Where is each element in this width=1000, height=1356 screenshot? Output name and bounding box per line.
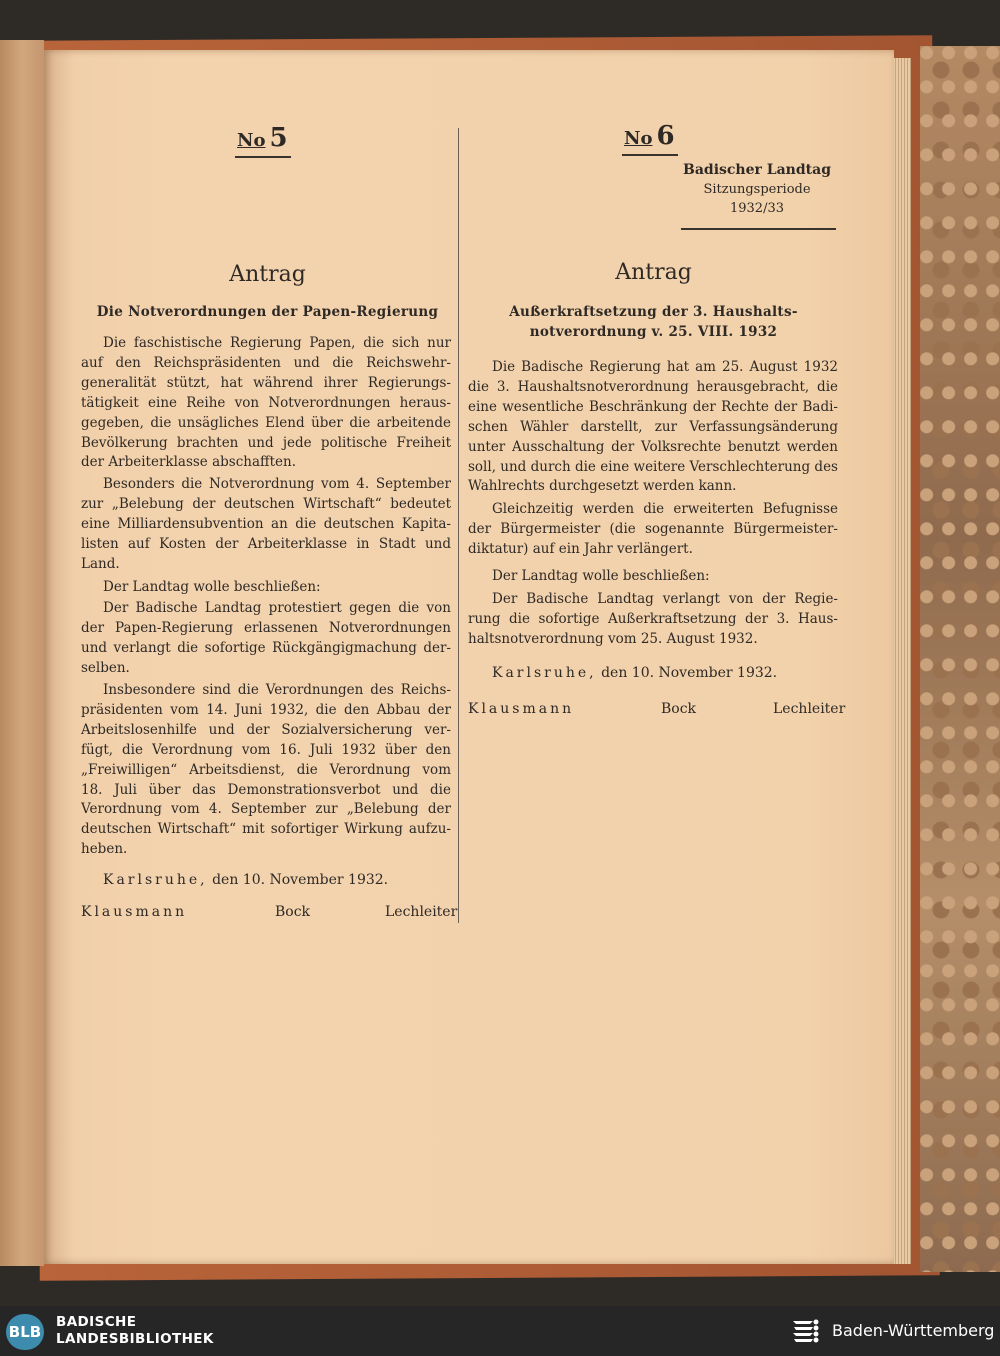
text-line: selben.: [81, 659, 130, 676]
number-underline: [622, 154, 678, 156]
resolution-intro: [103, 578, 451, 598]
baden-wuerttemberg-lions-icon: [790, 1315, 822, 1347]
text-line: heben.: [81, 841, 128, 858]
text-line: tätigkeit eine Reihe von Notverordnungen heraus-: [81, 394, 451, 411]
chamber-session: Sitzungsperiode: [703, 182, 811, 197]
text-line: unter Ausschaltung der Volksrechte benutzt werden: [468, 438, 838, 455]
text-line: Verordnung vom 4. September zur „Belebung der: [81, 801, 451, 818]
text-line: Der Landtag wolle beschließen:: [103, 579, 321, 595]
text-line: und verlangt die sofortige Rückgängigmachung der-: [81, 639, 451, 656]
document-page: [44, 50, 894, 1264]
text-line: eine wesentliche Beschränkung der Rechte der Badi-: [468, 398, 838, 415]
motion-subheading: Die Notverordnungen der Papen-Regierung: [96, 304, 439, 320]
text-line: Land.: [81, 555, 120, 572]
motion-heading: Antrag: [229, 262, 306, 287]
motion-paragraph: [81, 599, 451, 679]
motion-heading: Antrag: [615, 260, 692, 285]
text-line: „Freiwilligen“ Arbeitsdienst, die Verordnung vom: [81, 761, 451, 778]
chamber-stamp: [677, 160, 837, 218]
blb-wordmark[interactable]: [56, 1314, 214, 1348]
text-line: fügt, die Verordnung vom 16. Juli 1932 über den: [81, 741, 451, 758]
motion-number: No 5: [237, 123, 288, 153]
motion-paragraph: [468, 358, 838, 497]
motion-subheading: [468, 302, 839, 342]
text-line: diktatur) auf ein Jahr verlängert.: [468, 540, 693, 557]
motion-paragraph: [468, 590, 838, 650]
motion-paragraph: [81, 334, 451, 473]
text-line: auf den Reichspräsidenten und die Reichswehr-: [81, 354, 451, 371]
motion-number: No 6: [624, 121, 675, 151]
text-line: Der Badische Landtag verlangt von der Regie-: [492, 591, 838, 607]
text-line: Der Landtag wolle beschließen:: [492, 568, 710, 584]
text-line: generalität stützt, hat während ihrer Regierungs-: [81, 374, 451, 391]
signatory: Bock: [661, 701, 697, 717]
text-line: 18. Juli über das Demonstrationsverbot und die: [81, 781, 451, 798]
text-line: eine Milliardensubvention an die deutschen Kapita-: [81, 515, 451, 532]
place-date: Karlsruhe, den 10. November 1932.: [492, 665, 778, 681]
text-line: listen auf Kosten der Arbeiterklasse in Stadt und: [81, 535, 451, 552]
text-line: Gleichzeitig werden die erweiterten Befugnisse: [492, 501, 838, 517]
text-line: deutschen Wirtschaft“ mit sofortiger Wirkung aufzu-: [81, 821, 451, 838]
previous-page-edge: [0, 40, 44, 1266]
chamber-rule: [681, 228, 836, 230]
column-divider: [458, 128, 459, 923]
text-line: Die Badische Regierung hat am 25. August 1932: [492, 359, 838, 375]
chamber-name: Badischer Landtag: [683, 162, 831, 178]
text-line: der Arbeiterklasse abschafften.: [81, 454, 296, 471]
text-line: rung die sofortige Außerkraftsetzung der 3. Haus-: [468, 610, 838, 627]
blb-logo[interactable]: BLB: [6, 1314, 44, 1350]
text-line: präsidenten vom 14. Juni 1932, die den Abbau der: [81, 701, 451, 718]
marbled-board: [920, 46, 1000, 1272]
text-line: der Bürgermeister (die sogenannte Bürgermeister-: [468, 520, 838, 537]
text-line: Die faschistische Regierung Papen, die sich nur: [103, 335, 451, 351]
text-line: die 3. Haushaltsnotverordnung herausgebracht, die: [468, 378, 838, 395]
resolution-intro: [492, 567, 838, 587]
chamber-years: 1932/33: [729, 201, 784, 216]
motion-paragraph: [81, 681, 451, 860]
signatory: Lechleiter: [773, 701, 846, 717]
text-line: zur „Belebung der deutschen Wirtschaft“ bedeutet: [81, 495, 451, 512]
text-line: gegeben, die unsägliches Elend über die arbeitende: [81, 414, 451, 431]
signatory: Bock: [275, 904, 311, 920]
bw-wordmark[interactable]: Baden-Württemberg: [832, 1321, 995, 1340]
signatory: Klausmann: [81, 904, 188, 920]
text-line: schen Wähler darstellt, zur Verfassungsänderung: [468, 418, 838, 435]
motion-paragraph: [81, 475, 451, 575]
text-line: Wahlrechts durchgesetzt werden kann.: [468, 478, 737, 495]
motion-paragraph: [468, 500, 838, 560]
place-date: Karlsruhe, den 10. November 1932.: [103, 872, 389, 888]
blb-line-1: BADISCHE: [56, 1314, 137, 1330]
blb-line-2: LANDESBIBLIOTHEK: [56, 1331, 214, 1347]
viewer-footer: [0, 1306, 1000, 1356]
text-line: Besonders die Notverordnung vom 4. September: [103, 476, 451, 492]
text-line: Bevölkerung brachten und jede politische Freiheit: [81, 434, 451, 451]
text-line: Außerkraftsetzung der 3. Haushalts-: [509, 304, 798, 320]
text-line: der Papen-Regierung erlassenen Notverordnungen: [81, 619, 451, 636]
text-line: notverordnung v. 25. VIII. 1932: [529, 324, 778, 340]
signatory: Lechleiter: [385, 904, 458, 920]
text-line: Arbeitslosenhilfe und der Sozialversicherung ver-: [81, 721, 451, 738]
text-line: Insbesondere sind die Verordnungen des Reichs-: [103, 682, 451, 698]
text-line: Der Badische Landtag protestiert gegen die von: [103, 600, 451, 616]
number-underline: [235, 156, 291, 158]
text-line: soll, und durch die eine weitere Verschlechterung des: [468, 458, 838, 475]
signatory: Klausmann: [468, 701, 575, 717]
text-line: haltsnotverordnung vom 25. August 1932.: [468, 630, 758, 647]
